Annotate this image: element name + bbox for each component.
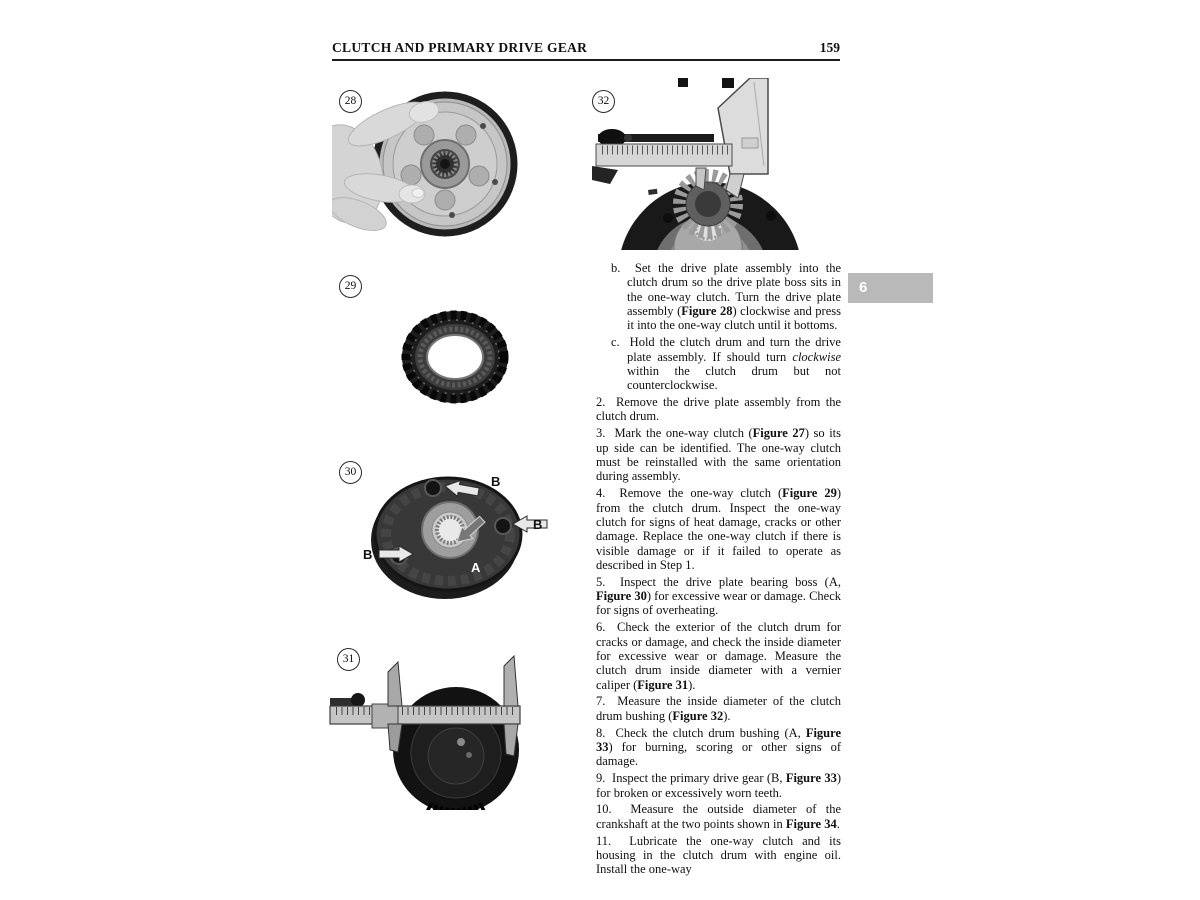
figure-label-31: 31 [337,648,360,671]
step-text: Figure 34 [785,816,837,831]
step-text: ) from the clutch drum. Inspect the one-way clutch for signs of heat damage, cracks or other damage. Replace the one-way clutch if there is visible damage or if it failed to operate as described in Step 1. [596,486,842,572]
step-text: ) for broken or excessively worn teeth. [596,771,841,800]
step-label: b. [611,261,635,275]
step-text: Figure 29 [782,486,837,501]
caliper-drum-illustration [328,650,543,810]
page-header [332,40,840,61]
figure-30-photo [355,462,550,612]
step-text: Set the drive plate assembly into the clutch drum so the drive plate boss sits in the one-way clutch. Turn the drive plate assembly ( [627,261,841,319]
procedure-step-10 [596,802,841,831]
step-text: ). [688,677,696,692]
procedure-step-11 [596,834,841,877]
figure-label-30: 30 [339,461,362,484]
step-text: Figure 27 [752,426,805,441]
step-label: 2. [596,395,617,410]
step-text: Figure 32 [672,708,724,723]
figure-label-29: 29 [339,275,362,298]
procedure-step-c [596,335,841,392]
step-text: Lubricate the one-way clutch and its housing in the clutch drum with engine oil. Install the one-way [596,833,841,877]
callout-b-top: B [491,474,501,489]
step-text: Inspect the primary drive gear (B, [612,771,786,786]
step-text: within the clutch drum but not counterclockwise. [627,363,841,393]
step-label: 10. [596,802,631,817]
callout-a: A [471,560,481,575]
drive-plate-hand-illustration [332,86,522,238]
figure-32-photo [592,78,814,250]
step-text: Figure 30 [596,589,647,604]
figure-28-photo [332,86,522,238]
caliper-bushing-illustration [592,78,814,250]
step-text: clockwise [792,349,841,364]
figure-31-photo [328,650,543,810]
step-text: Remove the drive plate assembly from the clutch drum. [596,395,841,424]
procedure-steps [596,261,841,879]
step-text: Check the exterior of the clutch drum for cracks or damage, and check the inside diameter for excessive wear or damage. Measure the clutch drum inside diameter with a vernier caliper ( [596,620,841,692]
figure-label-28: 28 [339,90,362,113]
step-label: c. [611,335,630,350]
step-text: Inspect the drive plate bearing boss (A, [619,574,841,589]
step-label: 11. [596,833,630,848]
procedure-step-7 [596,694,841,723]
step-text: Hold the clutch drum and turn the drive plate assembly. If should turn [627,335,841,364]
procedure-step-8 [596,726,841,769]
drive-plate-callouts-illustration [355,462,550,612]
step-text: Mark the one-way clutch ( [614,426,753,441]
step-text: Measure the inside diameter of the clutch drum bushing ( [596,694,841,723]
procedure-step-b [596,261,841,333]
step-text: Figure 33 [785,771,837,786]
step-label: 4. [596,486,620,501]
callout-b-left: B [363,547,373,562]
procedure-step-4 [596,486,841,572]
step-label: 5. [596,574,620,589]
step-text: ) so its up side can be identified. The one-way clutch must be reinstalled with the same orientation during assembly. [596,426,842,484]
step-label: 9. [596,771,613,786]
step-label: 8. [596,725,616,740]
step-text: ). [723,708,731,723]
step-label: 7. [596,694,618,709]
step-label: 3. [596,426,615,441]
step-text: ) for burning, scoring or other signs of damage. [596,740,841,769]
step-text: ) clockwise and press it into the one-way clutch until it bottoms. [627,304,841,333]
procedure-step-3 [596,426,841,483]
figure-29-photo [360,300,530,415]
procedure-step-6 [596,620,841,692]
step-text: Figure 31 [637,677,689,692]
callout-b-right: B [533,517,543,532]
step-text: Measure the outside diameter of the crankshaft at the two points shown in [596,802,842,831]
figure-label-32: 32 [592,90,615,113]
page-number: 159 [819,40,840,55]
step-text: Figure 33 [596,725,841,754]
step-text: Check the clutch drum bushing (A, [615,725,806,740]
step-text: . [836,816,840,831]
step-text: Figure 28 [681,304,733,319]
step-text: ) for excessive wear or damage. Check for signs of overheating. [596,589,841,618]
chapter-tab: 6 [848,273,933,303]
procedure-step-2 [596,395,841,424]
procedure-step-9 [596,771,841,800]
step-text: Remove the one-way clutch ( [619,486,783,501]
chapter-title: CLUTCH AND PRIMARY DRIVE GEAR [332,40,588,55]
procedure-step-5 [596,575,841,618]
one-way-clutch-illustration [360,300,530,415]
step-label: 6. [596,620,618,635]
